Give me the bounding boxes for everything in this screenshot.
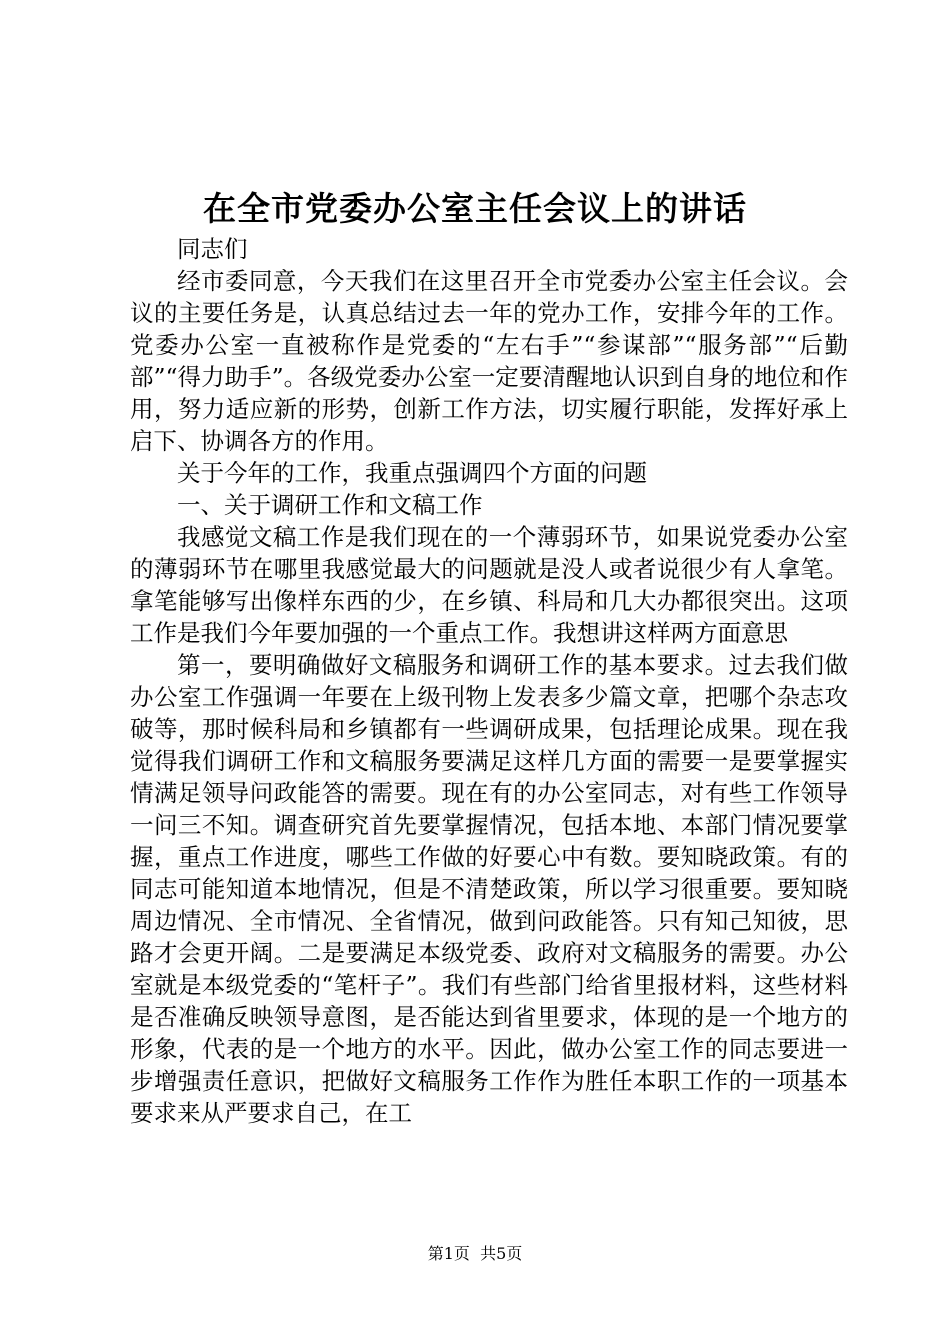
page-footer bbox=[0, 1243, 950, 1265]
paragraph-topics-intro: 关于今年的工作，我重点强调四个方面的问题 bbox=[177, 459, 647, 487]
salutation: 同志们 bbox=[177, 235, 248, 263]
page-total: 共5页 bbox=[480, 1244, 523, 1263]
document-body bbox=[130, 233, 848, 1129]
paragraph-opening: 经市委同意，今天我们在这里召开全市党委办公室主任会议。会议的主要任务是，认真总结过去一年的党办工作，安排今年的工作。党委办公室一直被称作是党委的“左右手”“参谋部”“服务部”“后勤部”“得力助手”。各级党委办公室一定要清醒地认识到自身的地位和作用，努力适应新的形势，创新工作方法，切实履行职能，发挥好承上启下、协调各方的作用。 bbox=[130, 267, 848, 455]
paragraph-first-point: 第一，要明确做好文稿服务和调研工作的基本要求。过去我们做办公室工作强调一年要在上级刊物上发表多少篇文章，把哪个杂志攻破等，那时候科局和乡镇都有一些调研成果，包括理论成果。现在我觉得我们调研工作和文稿服务要满足这样几方面的需要一是要掌握实情满足领导问政能答的需要。现在有的办公室同志，对有些工作领导一问三不知。调查研究首先要掌握情况，包括本地、本部门情况要掌握，重点工作进度，哪些工作做的好要心中有数。要知晓政策。有的同志可能知道本地情况，但是不清楚政策，所以学习很重要。要知晓周边情况、全市情况、全省情况，做到问政能答。只有知己知彼，思路才会更开阔。二是要满足本级党委、政府对文稿服务的需要。办公室就是本级党委的“笔杆子”。我们有些部门给省里报材料，这些材料是否准确反映领导意图，是否能达到省里要求，体现的是一个地方的形象，代表的是一个地方的水平。因此，做办公室工作的同志要进一步增强责任意识，把做好文稿服务工作作为胜任本职工作的一项基本要求来从严要求自己，在工 bbox=[130, 651, 848, 1127]
document-title: 在全市党委办公室主任会议上的讲话 bbox=[203, 189, 747, 228]
section-heading-1: 一、关于调研工作和文稿工作 bbox=[177, 491, 483, 519]
page-number: 第1页 bbox=[427, 1244, 470, 1263]
paragraph-weakness: 我感觉文稿工作是我们现在的一个薄弱环节，如果说党委办公室的薄弱环节在哪里我感觉最大的问题就是没人或者说很少有人拿笔。拿笔能够写出像样东西的少，在乡镇、科局和几大办都很突出。这项工作是我们今年要加强的一个重点工作。我想讲这样两方面意思 bbox=[130, 523, 848, 647]
